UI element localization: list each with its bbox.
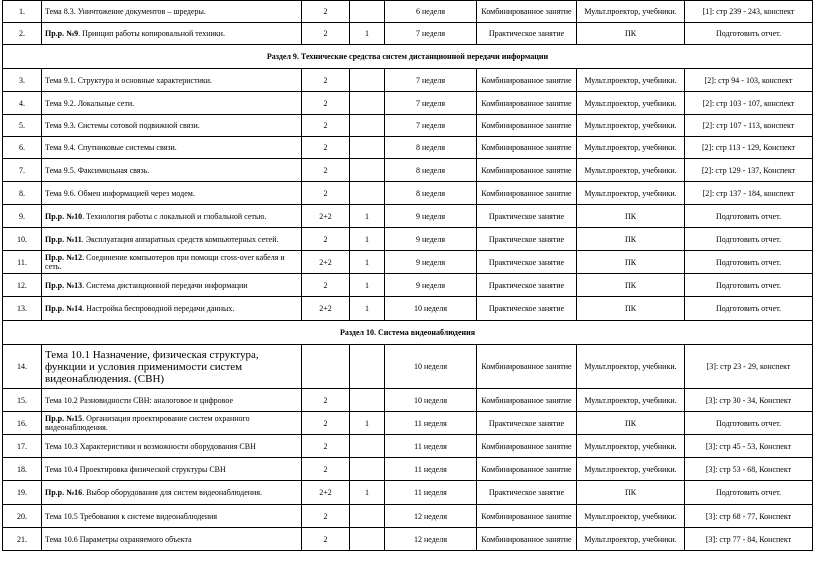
hours-cell: 2 — [302, 115, 350, 137]
lesson-title — [42, 115, 302, 137]
lesson-title-text: . Принцип работы копировальной техники. — [78, 29, 225, 38]
lesson-title — [42, 297, 302, 321]
practical-work-label: Пр.р. №10 — [45, 211, 83, 221]
lesson-title — [42, 458, 302, 481]
lesson-title-text: Тема 9.5. Факсимильная связь. — [45, 165, 150, 175]
week-cell: 6 неделя — [385, 1, 477, 23]
lesson-form-cell: Комбинированное занятие — [477, 182, 577, 205]
equipment-cell: Мульт.проектор, учебники. — [577, 115, 685, 137]
row-number: 19. — [3, 481, 42, 505]
equipment-cell: Мульт.проектор, учебники. — [577, 528, 685, 551]
practical-hours-cell — [350, 92, 385, 115]
practical-hours-cell — [350, 137, 385, 159]
schedule-table — [2, 0, 813, 551]
row-number: 16. — [3, 412, 42, 435]
lesson-title — [42, 159, 302, 182]
row-number: 5. — [3, 115, 42, 137]
table-row — [3, 345, 813, 389]
hours-cell: 2+2 — [302, 481, 350, 505]
lesson-title-text: Тема 9.6. Обмен информацией через модем. — [45, 188, 195, 198]
equipment-cell: ПК — [577, 481, 685, 505]
table-row — [3, 205, 813, 228]
practical-hours-cell — [350, 435, 385, 458]
row-number: 9. — [3, 205, 42, 228]
hours-cell: 2 — [302, 528, 350, 551]
reference-cell: Подготовить отчет. — [685, 274, 813, 297]
equipment-cell: ПК — [577, 23, 685, 45]
week-cell: 9 неделя — [385, 205, 477, 228]
table-row — [3, 115, 813, 137]
practical-hours-cell: 1 — [350, 228, 385, 251]
practical-hours-cell — [350, 182, 385, 205]
week-cell: 8 неделя — [385, 182, 477, 205]
week-cell: 11 неделя — [385, 481, 477, 505]
week-cell: 10 неделя — [385, 389, 477, 412]
week-cell: 11 неделя — [385, 435, 477, 458]
reference-cell: Подготовить отчет. — [685, 205, 813, 228]
hours-cell — [302, 345, 350, 389]
table-row — [3, 159, 813, 182]
lesson-form-cell: Практическое занятие — [477, 412, 577, 435]
practical-hours-cell — [350, 1, 385, 23]
row-number: 15. — [3, 389, 42, 412]
row-number: 12. — [3, 274, 42, 297]
hours-cell: 2 — [302, 69, 350, 92]
reference-cell: [3]: стр 53 - 68, Конспект — [685, 458, 813, 481]
section-title: Раздел 10. Система видеонаблюдения — [3, 321, 813, 345]
lesson-title-text: . Организация проектирование систем охранного видеонаблюдения. — [45, 414, 250, 432]
lesson-form-cell: Комбинированное занятие — [477, 92, 577, 115]
reference-cell: [1]: стр 239 - 243, конспект — [685, 1, 813, 23]
lesson-form-cell: Практическое занятие — [477, 297, 577, 321]
practical-work-label: Пр.р. №13 — [45, 280, 83, 290]
section-header-row — [3, 45, 813, 69]
reference-cell: [3]: стр 23 - 29, конспект — [685, 345, 813, 389]
lesson-form-cell: Комбинированное занятие — [477, 528, 577, 551]
week-cell: 9 неделя — [385, 251, 477, 274]
hours-cell: 2 — [302, 23, 350, 45]
row-number: 6. — [3, 137, 42, 159]
equipment-cell: Мульт.проектор, учебники. — [577, 505, 685, 528]
row-number: 20. — [3, 505, 42, 528]
practical-work-label: Пр.р. №12 — [45, 253, 83, 262]
lesson-form-cell: Комбинированное занятие — [477, 505, 577, 528]
lesson-title — [42, 435, 302, 458]
practical-work-label: Пр.р. №9 — [45, 29, 79, 38]
section-title: Раздел 9. Технические средства систем дистанционной передачи информации — [3, 45, 813, 69]
lesson-title — [42, 345, 302, 389]
practical-hours-cell — [350, 115, 385, 137]
lesson-form-cell: Комбинированное занятие — [477, 389, 577, 412]
hours-cell: 2 — [302, 389, 350, 412]
equipment-cell: ПК — [577, 412, 685, 435]
hours-cell: 2 — [302, 182, 350, 205]
reference-cell: Подготовить отчет. — [685, 23, 813, 45]
lesson-title — [42, 528, 302, 551]
row-number: 14. — [3, 345, 42, 389]
equipment-cell: Мульт.проектор, учебники. — [577, 92, 685, 115]
equipment-cell: Мульт.проектор, учебники. — [577, 389, 685, 412]
week-cell: 10 неделя — [385, 297, 477, 321]
practical-hours-cell: 1 — [350, 297, 385, 321]
table-row — [3, 69, 813, 92]
equipment-cell: Мульт.проектор, учебники. — [577, 1, 685, 23]
equipment-cell: Мульт.проектор, учебники. — [577, 137, 685, 159]
lesson-form-cell: Комбинированное занятие — [477, 137, 577, 159]
reference-cell: [3]: стр 30 - 34, Конспект — [685, 389, 813, 412]
practical-hours-cell — [350, 69, 385, 92]
table-row — [3, 412, 813, 435]
lesson-form-cell: Комбинированное занятие — [477, 115, 577, 137]
lesson-title — [42, 92, 302, 115]
week-cell: 8 неделя — [385, 159, 477, 182]
row-number: 10. — [3, 228, 42, 251]
table-row — [3, 435, 813, 458]
lesson-title — [42, 481, 302, 505]
practical-work-label: Пр.р. №16 — [45, 488, 83, 497]
table-row — [3, 137, 813, 159]
row-number: 1. — [3, 1, 42, 23]
table-row — [3, 458, 813, 481]
row-number: 18. — [3, 458, 42, 481]
table-row — [3, 297, 813, 321]
lesson-title-text: . Система дистанционной передачи информации — [82, 280, 248, 290]
lesson-title-text: . Эксплуатация аппаратных средств компьютерных сетей. — [81, 234, 279, 244]
practical-work-label: Пр.р. №14 — [45, 304, 83, 313]
week-cell: 11 неделя — [385, 458, 477, 481]
practical-hours-cell: 1 — [350, 23, 385, 45]
lesson-form-cell: Комбинированное занятие — [477, 435, 577, 458]
table-row — [3, 251, 813, 274]
lesson-title — [42, 69, 302, 92]
reference-cell: [2]: стр 94 - 103, конспект — [685, 69, 813, 92]
week-cell: 7 неделя — [385, 23, 477, 45]
lesson-title-text: Тема 10.4 Проектировка физической структуры СВН — [45, 464, 226, 474]
lesson-title-text: Тема 10.2 Разновидности СВН: аналоговое и цифровое — [45, 395, 234, 405]
lesson-form-cell: Практическое занятие — [477, 481, 577, 505]
reference-cell: Подготовить отчет. — [685, 297, 813, 321]
row-number: 4. — [3, 92, 42, 115]
lesson-title-text: Тема 9.2. Локальные сети. — [45, 98, 135, 108]
hours-cell: 2 — [302, 505, 350, 528]
reference-cell: Подготовить отчет. — [685, 412, 813, 435]
reference-cell: [3]: стр 77 - 84, Конспект — [685, 528, 813, 551]
lesson-title-text: Тема 8.3. Уничтожение документов – шредеры. — [45, 7, 206, 16]
lesson-title — [42, 1, 302, 23]
lesson-form-cell: Практическое занятие — [477, 274, 577, 297]
row-number: 21. — [3, 528, 42, 551]
lesson-form-cell: Комбинированное занятие — [477, 458, 577, 481]
reference-cell: Подготовить отчет. — [685, 251, 813, 274]
lesson-title — [42, 251, 302, 274]
week-cell: 9 неделя — [385, 274, 477, 297]
reference-cell: [2]: стр 129 - 137, Конспект — [685, 159, 813, 182]
row-number: 17. — [3, 435, 42, 458]
lesson-title-text: Тема 10.6 Параметры охраняемого объекта — [45, 534, 192, 544]
equipment-cell: Мульт.проектор, учебники. — [577, 159, 685, 182]
reference-cell: [2]: стр 113 - 129, Конспект — [685, 137, 813, 159]
table-row — [3, 1, 813, 23]
lesson-title — [42, 182, 302, 205]
equipment-cell: Мульт.проектор, учебники. — [577, 435, 685, 458]
hours-cell: 2 — [302, 274, 350, 297]
table-row — [3, 389, 813, 412]
hours-cell: 2 — [302, 458, 350, 481]
practical-work-label: Пр.р. №11 — [45, 234, 82, 244]
week-cell: 7 неделя — [385, 115, 477, 137]
hours-cell: 2 — [302, 412, 350, 435]
hours-cell: 2 — [302, 228, 350, 251]
equipment-cell: ПК — [577, 274, 685, 297]
hours-cell: 2+2 — [302, 251, 350, 274]
hours-cell: 2 — [302, 435, 350, 458]
lesson-title-text: . Соединение компьютеров при помощи cross-over кабеля и сеть. — [45, 253, 285, 271]
lesson-title — [42, 389, 302, 412]
week-cell: 9 неделя — [385, 228, 477, 251]
row-number: 3. — [3, 69, 42, 92]
equipment-cell: ПК — [577, 205, 685, 228]
equipment-cell: Мульт.проектор, учебники. — [577, 458, 685, 481]
reference-cell: [2]: стр 107 - 113, конспект — [685, 115, 813, 137]
lesson-form-cell: Комбинированное занятие — [477, 345, 577, 389]
lesson-form-cell: Практическое занятие — [477, 228, 577, 251]
lesson-title-text: Тема 10.5 Требования к системе видеонаблюдения — [45, 511, 218, 521]
practical-hours-cell — [350, 505, 385, 528]
week-cell: 7 неделя — [385, 69, 477, 92]
lesson-title — [42, 228, 302, 251]
lesson-title-text: Тема 10.1 Назначение, физическая структура, функции и условия применимости систем видеонаблюдения. (СВН) — [45, 348, 259, 385]
lesson-form-cell: Комбинированное занятие — [477, 69, 577, 92]
week-cell: 12 неделя — [385, 528, 477, 551]
lesson-title — [42, 412, 302, 435]
equipment-cell: Мульт.проектор, учебники. — [577, 182, 685, 205]
reference-cell: [3]: стр 68 - 77, Конспект — [685, 505, 813, 528]
lesson-title-text: Тема 9.4. Спутниковые системы связи. — [45, 143, 177, 152]
practical-hours-cell: 1 — [350, 481, 385, 505]
table-row — [3, 182, 813, 205]
lesson-form-cell: Комбинированное занятие — [477, 159, 577, 182]
lesson-title-text: Тема 10.3 Характеристики и возможности оборудования СВН — [45, 441, 256, 451]
equipment-cell: ПК — [577, 297, 685, 321]
lesson-title-text: Тема 9.3. Системы сотовой подвижной связи. — [45, 121, 200, 130]
table-row — [3, 274, 813, 297]
equipment-cell: ПК — [577, 228, 685, 251]
practical-hours-cell — [350, 345, 385, 389]
lesson-form-cell: Практическое занятие — [477, 205, 577, 228]
hours-cell: 2+2 — [302, 205, 350, 228]
lesson-form-cell: Комбинированное занятие — [477, 1, 577, 23]
table-row — [3, 528, 813, 551]
week-cell: 7 неделя — [385, 92, 477, 115]
lesson-form-cell: Практическое занятие — [477, 23, 577, 45]
reference-cell: [3]: стр 45 - 53, Конспект — [685, 435, 813, 458]
reference-cell: Подготовить отчет. — [685, 481, 813, 505]
practical-hours-cell: 1 — [350, 205, 385, 228]
lesson-title-text: . Технология работы с локальной и глобальной сетью. — [82, 211, 267, 221]
practical-hours-cell — [350, 458, 385, 481]
lesson-form-cell: Практическое занятие — [477, 251, 577, 274]
table-row — [3, 23, 813, 45]
week-cell: 11 неделя — [385, 412, 477, 435]
hours-cell: 2 — [302, 92, 350, 115]
schedule-body — [3, 1, 813, 551]
table-row — [3, 505, 813, 528]
lesson-title-text: Тема 9.1. Структура и основные характеристики. — [45, 75, 213, 85]
lesson-title-text: . Настройка беспроводной передачи данных. — [82, 304, 235, 313]
equipment-cell: Мульт.проектор, учебники. — [577, 69, 685, 92]
practical-work-label: Пр.р. №15 — [45, 414, 83, 423]
section-header-row — [3, 321, 813, 345]
lesson-title — [42, 137, 302, 159]
practical-hours-cell — [350, 528, 385, 551]
practical-hours-cell: 1 — [350, 251, 385, 274]
lesson-title — [42, 23, 302, 45]
table-row — [3, 481, 813, 505]
reference-cell: [2]: стр 137 - 184, конспект — [685, 182, 813, 205]
hours-cell: 2 — [302, 159, 350, 182]
equipment-cell: Мульт.проектор, учебники. — [577, 345, 685, 389]
practical-hours-cell — [350, 389, 385, 412]
table-row — [3, 92, 813, 115]
hours-cell: 2+2 — [302, 297, 350, 321]
reference-cell: Подготовить отчет. — [685, 228, 813, 251]
row-number: 7. — [3, 159, 42, 182]
table-row — [3, 228, 813, 251]
row-number: 13. — [3, 297, 42, 321]
practical-hours-cell: 1 — [350, 412, 385, 435]
practical-hours-cell — [350, 159, 385, 182]
row-number: 8. — [3, 182, 42, 205]
row-number: 2. — [3, 23, 42, 45]
row-number: 11. — [3, 251, 42, 274]
lesson-title — [42, 274, 302, 297]
week-cell: 10 неделя — [385, 345, 477, 389]
equipment-cell: ПК — [577, 251, 685, 274]
lesson-title — [42, 205, 302, 228]
lesson-title-text: . Выбор оборудования для систем видеонаблюдения. — [82, 488, 262, 497]
week-cell: 8 неделя — [385, 137, 477, 159]
lesson-title — [42, 505, 302, 528]
hours-cell: 2 — [302, 1, 350, 23]
reference-cell: [2]: стр 103 - 107, конспект — [685, 92, 813, 115]
practical-hours-cell: 1 — [350, 274, 385, 297]
hours-cell: 2 — [302, 137, 350, 159]
week-cell: 12 неделя — [385, 505, 477, 528]
